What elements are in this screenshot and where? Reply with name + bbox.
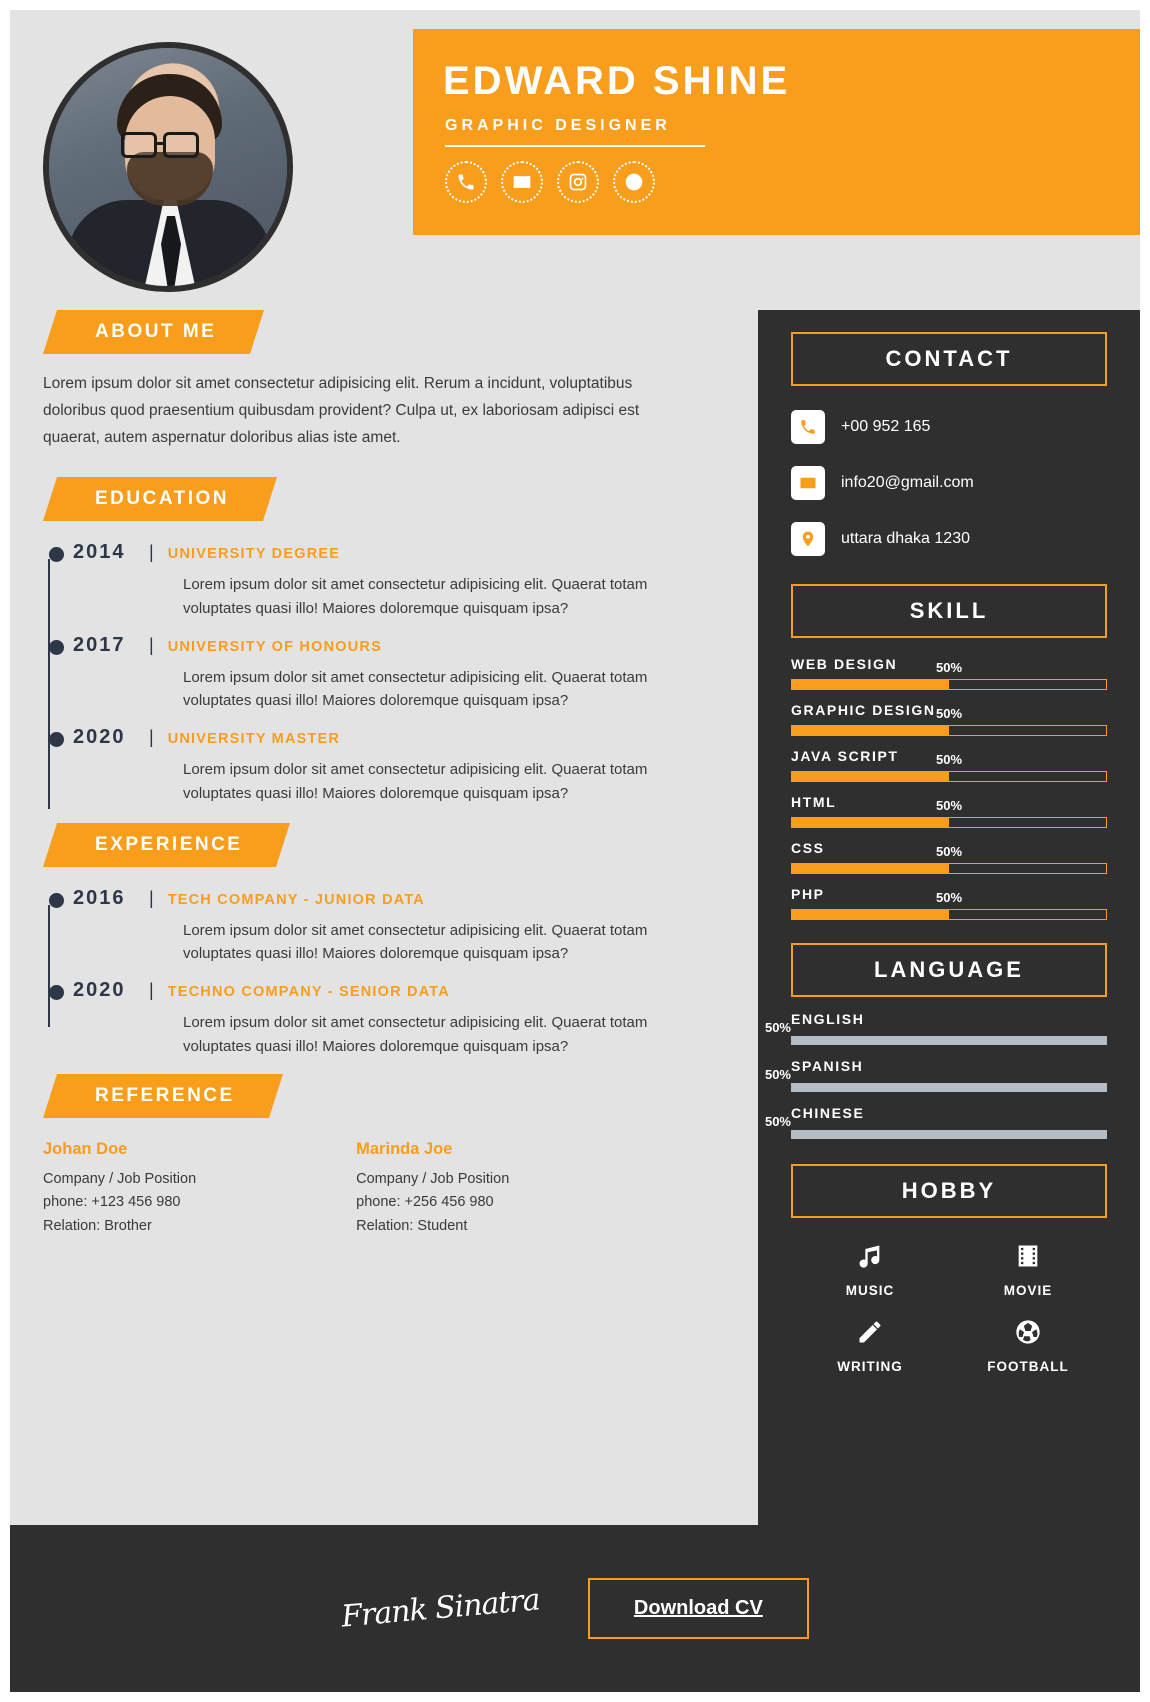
hobby-label: WRITING [837,1359,903,1374]
social-links [445,161,655,203]
role-underline [445,117,705,147]
reference-heading: REFERENCE [43,1074,269,1118]
hobby-label: MOVIE [1003,1283,1053,1298]
language-percent: 50% [764,1067,791,1082]
football-icon [1014,1333,1042,1350]
timeline-separator: | [149,634,154,655]
email-icon[interactable] [501,161,543,203]
skill-percent: 50% [935,706,963,721]
download-cv-button[interactable]: Download CV [588,1578,809,1639]
list-item [51,726,713,805]
contact-list [791,410,1107,556]
list-item [791,748,1107,783]
about-heading: ABOUT ME [43,310,250,354]
skill-percent: 50% [935,660,963,675]
experience-section [43,823,713,1058]
timeline-year: 2020 [73,726,126,749]
list-item [791,840,1107,875]
list-item [1004,1242,1053,1298]
list-item [764,1105,1107,1140]
list-item [51,634,713,713]
timeline-description: Lorem ipsum dolor sit amet consectetur adipisicing elit. Quaerat totam voluptates quasi illo! Maiores doloremque quisquam ipsa? [183,1014,648,1055]
language-percent: 50% [764,1020,791,1035]
language-label: SPANISH [791,1058,864,1074]
reference-section [43,1074,713,1238]
language-bar [764,1114,1107,1140]
language-bar [764,1020,1107,1046]
job-title: GRAPHIC DESIGNER [445,117,671,134]
timeline-description: Lorem ipsum dolor sit amet consectetur adipisicing elit. Quaerat totam voluptates quasi illo! Maiores doloremque quisquam ipsa? [183,921,648,963]
timeline-dot [49,547,64,562]
timeline-separator: | [149,887,154,908]
email-icon [791,466,825,500]
skill-label: GRAPHIC DESIGN [791,702,936,718]
left-column [43,310,713,1246]
experience-heading: EXPERIENCE [43,823,276,867]
footer-bar [10,1525,1140,1692]
language-label: ENGLISH [791,1011,865,1027]
skill-heading: SKILL [791,584,1107,638]
timeline-separator: | [149,727,154,748]
list-item [846,1242,895,1298]
timeline-year: 2017 [73,633,126,656]
pencil-icon [856,1333,884,1350]
skill-percent: 50% [935,890,963,905]
list-item [791,794,1107,829]
reference-position: Company / Job Position [356,1170,510,1187]
signature: Frank Sinatra [340,1582,542,1635]
list-item [791,522,1107,556]
about-section [43,310,713,451]
language-heading: LANGUAGE [791,943,1107,997]
timeline-title: UNIVERSITY OF HONOURS [167,638,382,655]
instagram-icon[interactable] [557,161,599,203]
reference-phone: phone: +123 456 980 [43,1194,181,1211]
reference-name: Johan Doe [43,1139,128,1158]
skill-label: WEB DESIGN [791,656,898,672]
timeline-year: 2020 [73,979,126,1002]
skill-label: HTML [791,794,837,810]
list-item [791,656,1107,691]
skill-label: JAVA SCRIPT [791,748,899,764]
timeline-description: Lorem ipsum dolor sit amet consectetur adipisicing elit. Quaerat totam voluptates quasi illo! Maiores doloremque quisquam ipsa? [183,576,648,617]
list-item [837,1318,903,1374]
hobby-list [791,1242,1107,1374]
language-percent: 50% [764,1114,791,1129]
contact-phone[interactable]: +00 952 165 [841,418,931,435]
phone-icon [791,410,825,444]
music-note-icon [856,1257,884,1274]
list-item [791,702,1107,737]
list-item [356,1140,509,1238]
list-item [43,1140,196,1238]
timeline-title: TECHNO COMPANY - SENIOR DATA [167,984,450,1001]
timeline-title: UNIVERSITY DEGREE [167,546,341,563]
timeline-dot [49,640,64,655]
reference-phone: phone: +256 456 980 [356,1194,494,1211]
about-text: Lorem ipsum dolor sit amet consectetur adipisicing elit. Rerum a incidunt, voluptatibus doloribus quod praesentium quibusdam provident? Culpa ut, ex laboriosam adipisci est quaerat, autem aspernatur doloribus alias iste amet. [43,375,640,447]
hobby-heading: HOBBY [791,1164,1107,1218]
timeline-year: 2014 [73,541,126,564]
page-title: EDWARD SHINE [443,59,791,103]
contact-email[interactable]: info20@gmail.com [841,474,974,491]
skill-percent: 50% [935,798,963,813]
list-item [791,886,1107,921]
header-banner [413,29,1140,235]
timeline-dot [49,985,64,1000]
timeline-title: TECH COMPANY - JUNIOR DATA [167,891,425,908]
film-reel-icon [1014,1257,1042,1274]
reference-name: Marinda Joe [356,1139,453,1158]
contact-address: uttara dhaka 1230 [841,530,970,547]
timeline-dot [49,732,64,747]
list-item [791,410,1107,444]
facebook-icon[interactable] [613,161,655,203]
skill-percent: 50% [935,752,963,767]
hobby-label: FOOTBALL [987,1359,1069,1374]
location-pin-icon [791,522,825,556]
timeline-separator: | [149,980,154,1001]
reference-position: Company / Job Position [43,1170,197,1187]
skill-label: CSS [791,840,825,856]
skill-percent: 50% [935,844,963,859]
education-section [43,477,713,805]
skill-label: PHP [791,886,825,902]
hobby-label: MUSIC [845,1283,895,1298]
language-label: CHINESE [791,1105,865,1121]
reference-relation: Relation: Student [356,1217,468,1234]
list-item [51,887,713,966]
language-list [764,1011,1107,1140]
education-timeline [43,541,713,805]
timeline-description: Lorem ipsum dolor sit amet consectetur adipisicing elit. Quaerat totam voluptates quasi illo! Maiores doloremque quisquam ipsa? [183,668,648,710]
experience-timeline [43,887,713,1058]
list-item [764,1058,1107,1093]
right-panel [758,310,1140,1535]
resume-sheet [10,10,1140,1692]
list-item [791,466,1107,500]
list-item [987,1318,1069,1374]
timeline-description: Lorem ipsum dolor sit amet consectetur adipisicing elit. Quaerat totam voluptates quasi illo! Maiores doloremque quisquam ipsa? [183,761,648,802]
reference-list [43,1140,713,1238]
education-heading: EDUCATION [43,477,263,521]
list-item [51,541,713,620]
timeline-title: UNIVERSITY MASTER [167,731,341,748]
timeline-separator: | [149,542,154,563]
reference-relation: Relation: Brother [43,1217,152,1234]
contact-heading: CONTACT [791,332,1107,386]
skill-list [791,656,1107,921]
language-bar [764,1067,1107,1093]
avatar [43,42,293,292]
avatar-image [49,48,287,286]
phone-icon[interactable] [445,161,487,203]
list-item [764,1011,1107,1046]
timeline-dot [49,893,64,908]
list-item [51,979,713,1058]
timeline-year: 2016 [73,886,126,909]
